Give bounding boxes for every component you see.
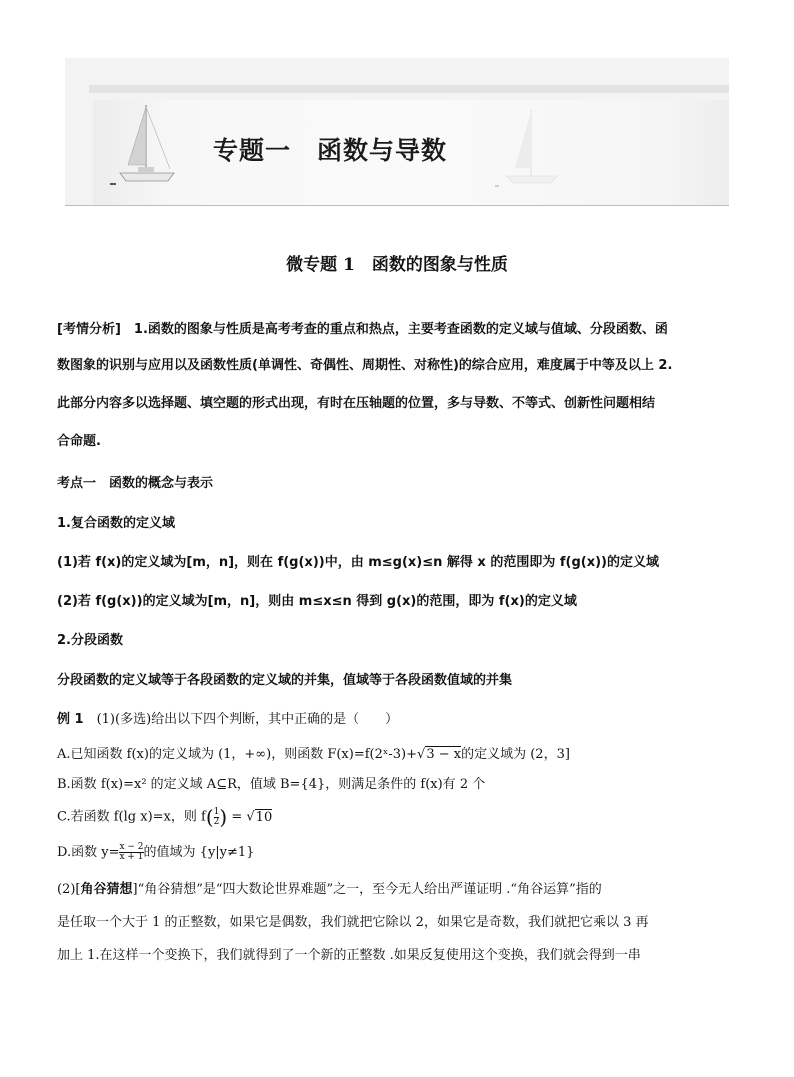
option-a: A.已知函数 f(x)的定义域为 (1，+∞)，则函数 F(x)=f(2ˣ-3)+√3 − x的定义域为 (2，3]	[57, 747, 570, 762]
chapter-title: 专题一 函数与导数	[213, 136, 448, 165]
banner-stripe	[89, 85, 729, 93]
intro-line-2: 数图象的识别与应用以及函数性质(单调性、奇偶性、周期性、对称性)的综合应用，难度属于中等及以上 2.	[57, 358, 673, 373]
intro-line-3: 此部分内容多以选择题、填空题的形式出现，有时在压轴题的位置，多与导数、不等式、创新性问题相结	[57, 396, 656, 411]
example-stem	[57, 710, 398, 730]
rule-paragraph-3: 分段函数的定义域等于各段函数的定义域的并集，值域等于各段函数值域的并集	[57, 673, 513, 688]
option-c-equals: =	[231, 809, 243, 825]
rule-paragraph-1: (1)若 f(x)的定义域为[m，n]，则在 f(g(x))中，由 m≤g(x)≤n 解得 x 的范围即为 f(g(x))的定义域	[57, 555, 659, 570]
option-d-fraction: $\frac{x - 2}{x + 1}$	[119, 842, 144, 862]
section-subtitle: 微专题 1 函数的图象与性质	[286, 255, 508, 275]
option-c-radical: 10	[255, 809, 273, 825]
sailboat-reflection-icon	[495, 108, 565, 193]
option-c-fraction: $\frac{1}{2}$	[213, 806, 220, 827]
option-b: B.函数 f(x)=x² 的定义域 A⊆R，值域 B={4}，则满足条件的 f(x)有 2 个	[57, 777, 486, 792]
rule-paragraph-2: (2)若 f(g(x))的定义域为[m，n]，则由 m≤x≤n 得到 g(x)的范围，即为 f(x)的定义域	[57, 594, 577, 609]
part2-line-2: 是任取一个大于 1 的正整数，如果它是偶数，我们就把它除以 2，如果它是奇数，我们就把它乘以 3 再	[57, 915, 649, 930]
example-stem-text: (1)(多选)给出以下四个判断，其中正确的是（ ）	[83, 712, 399, 727]
intro-text: 1.函数的图象与性质是高考考查的重点和热点，主要考查函数的定义域与值域、分段函数、函	[133, 322, 668, 337]
part2-prefix: (2)[	[57, 882, 81, 897]
sailboat-icon	[110, 103, 180, 188]
option-d-tail: 的值域为 {y|y≠1}	[143, 845, 255, 860]
intro-tag: [考情分析]	[57, 322, 121, 337]
option-c: C.若函数 f(lg x)=x，则 f( $\frac{1}{2}$ ) = √10	[57, 805, 273, 829]
section-heading: 考点一 函数的概念与表示	[57, 476, 214, 491]
subheading-composite-domain: 1.复合函数的定义域	[57, 516, 175, 531]
part2-line-1	[57, 880, 602, 900]
option-a-tail: 的定义域为 (2，3]	[461, 747, 570, 762]
chapter-banner	[65, 58, 729, 206]
example-label: 例 1	[57, 712, 84, 727]
part2-line-3: 加上 1.在这样一个变换下，我们就得到了一个新的正整数 .如果反复使用这个变换，我们就会得到一串	[57, 948, 641, 963]
option-c-text: C.若函数 f(lg x)=x，则 f	[57, 809, 206, 825]
intro-line-1	[57, 320, 668, 340]
option-d	[57, 843, 254, 863]
intro-line-4: 合命题.	[57, 434, 101, 449]
part2-tag: 角谷猜想	[80, 882, 133, 897]
option-d-text: D.函数 y=	[57, 845, 120, 860]
option-a-text: A.已知函数 f(x)的定义域为 (1，+∞)，则函数 F(x)=f(2ˣ-3)+	[57, 747, 418, 762]
subheading-piecewise: 2.分段函数	[57, 633, 123, 648]
option-a-radical: 3 − x	[426, 747, 462, 762]
part2-text-1: ]“角谷猜想”是“四大数论世界难题”之一，至今无人给出严谨证明 .“角谷运算”指的	[132, 882, 602, 897]
